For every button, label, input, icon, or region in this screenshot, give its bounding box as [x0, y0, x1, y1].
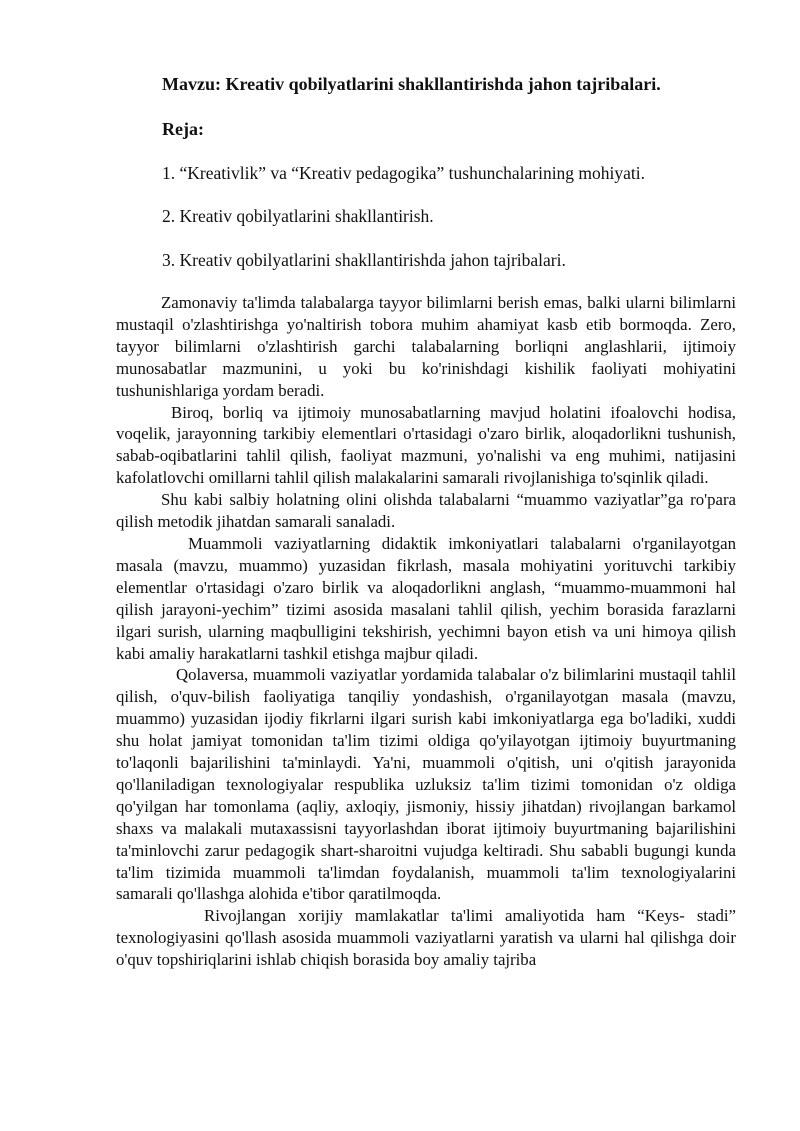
paragraph-1: Zamonaviy ta'limda talabalarga tayyor bilimlarni berish emas, balki ularni bilimlarni mustaqil o'zlashtirishga yo'naltirish tobora muhim ahamiyat kasb etib bormoqda. Zero, tayyor bilimlarni o'zlashtirish garchi talabalarning borliqni anglashlarii, ijtimoiy munosabatlar mazmunini, u yoki bu ko'rinishdagi kishilik faoliyati mohiyatini tushunishlariga yordam beradi. [116, 293, 736, 400]
plan-item-1: 1. “Kreativlik” va “Kreativ pedagogika” tushunchalarining mohiyati. [162, 163, 646, 183]
paragraph-4: Muammoli vaziyatlarning didaktik imkoniyatlari talabalarni o'rganilayotgan masala (mavzu, muammo) yuzasidan fikrlash, masala mohiyatini yorituvchi tarkibiy elementlar o'rtasidagi o'zaro birlik va aloqadorlikni anglash, “muammo-muammoni hal qilish jarayoni-yechim” tizimi asosida masalani tahlil qilish, yechim borasida farazlarni ilgari surish, ularning maqbulligini tekshirish, yechimni bayon etish va uni himoya qilish kabi amaliy harakatlarni tashkil etishga majbur qiladi. [116, 533, 736, 663]
document-title: Mavzu: Kreativ qobilyatlarini shakllantirishda jahon tajribalari. [162, 74, 661, 94]
plan-item-3: 3. Kreativ qobilyatlarini shakllantirishda jahon tajribalari. [162, 250, 566, 270]
plan-item-2: 2. Kreativ qobilyatlarini shakllantirish. [162, 206, 434, 226]
plan-heading: Reja: [162, 119, 204, 139]
paragraph-6: Rivojlangan xorijiy mamlakatlar ta'limi amaliyotida ham “Keys- stadi” texnologiyasini qo'llash asosida muammoli vaziyatlarni yaratish va ularni hal qilishga doir o'quv topshiriqlarini ishlab chiqish borasida boy amaliy tajriba [116, 906, 736, 970]
paragraph-5: Qolaversa, muammoli vaziyatlar yordamida talabalar o'z bilimlarini mustaqil tahlil qilish, o'quv-bilish faoliyatiga tanqiliy yondashish, o'rganilayotgan masala (mavzu, muammo) yuzasidan ijodiy fikrlarni ilgari surish kabi imkoniyatlarga ega bo'ladiki, xuddi shu holat jamiyat tomonidan ta'lim tizimi oldiga qo'yilayotgan ijtimoiy buyurtmaning to'laqonli bajarilishini ta'minlaydi. Ya'ni, muammoli o'qitish, uni o'qitish jarayonida qo'llaniladigan texnologiyalar respublika uzluksiz ta'lim tizimi tomonidan o'z oldiga qo'yilgan har tomonlama (aqliy, axloqiy, jismoniy, hissiy jihatdan) rivojlangan barkamol shaxs va malakali mutaxassisni tayyorlashdan iborat ijtimoiy buyurtmaning bajarilishini ta'minlovchi zarur pedagogik shart-sharoitni vujudga keltiradi. Shu sababli bugungi kunda ta'lim tizimida muammoli ta'limdan foydalanish, muammoli ta'lim texnologiyalarini samarali qo'llashga alohida e'tibor qaratilmoqda. [116, 665, 736, 904]
document-body [116, 292, 736, 971]
paragraph-2: Biroq, borliq va ijtimoiy munosabatlarning mavjud holatini ifoalovchi hodisa, voqelik, jarayonning tarkibiy elementlari o'rtasidagi o'zaro birlik, aloqadorlikni tushunish, sabab-oqibatlarini tahlil qilish, faoliyat mazmuni, yo'nalishi va eng muhimi, natijasini kafolatlovchi omillarni tahlil qilish malakalarini samarali rivojlanishiga to'sqinlik qiladi. [116, 402, 736, 488]
paragraph-3: Shu kabi salbiy holatning olini olishda talabalarni “muammo vaziyatlar”ga ro'para qilish metodik jihatdan samarali sanaladi. [116, 490, 736, 532]
